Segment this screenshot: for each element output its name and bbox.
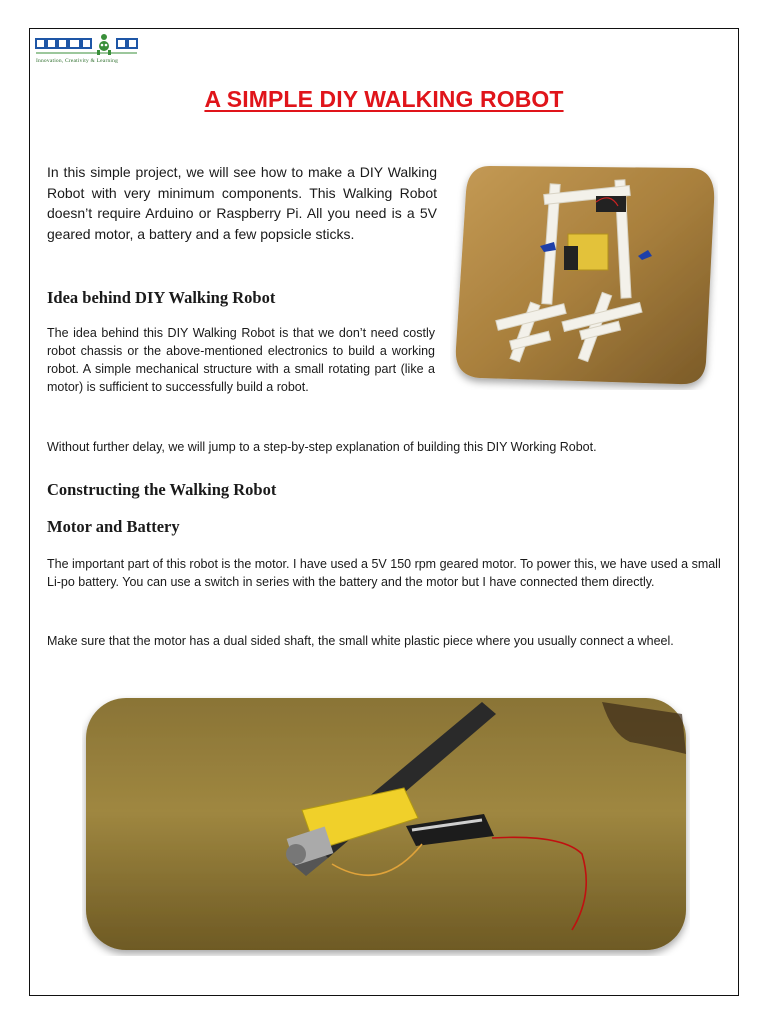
page-title: A SIMPLE DIY WALKING ROBOT: [204, 86, 564, 112]
delay-paragraph: Without further delay, we will jump to a step-by-step explanation of building this DIY Working Robot.: [47, 440, 597, 454]
intro-paragraph: In this simple project, we will see how to make a DIY Walking Robot with very minimum components. This Walking Robot doesn’t require Arduino or Raspberry Pi. All you need is a 5V geared motor, a battery and a few popsicle sticks.: [47, 164, 437, 242]
heading-motor-battery: Motor and Battery: [47, 517, 180, 536]
walking-robot-photo: [450, 162, 718, 390]
heading-idea: Idea behind DIY Walking Robot: [47, 288, 276, 307]
motor-paragraph: The important part of this robot is the motor. I have used a 5V 150 rpm geared motor. To power this, we have used a small Li-po battery. You can use a switch in series with the battery and the motor but I have connected them directly.: [47, 557, 721, 589]
shaft-paragraph: Make sure that the motor has a dual sided shaft, the small white plastic piece where you usually connect a wheel.: [47, 634, 674, 648]
motor-battery-photo: [82, 694, 690, 956]
logo-tagline: Innovation, Creativity & Learning: [36, 58, 119, 64]
heading-constructing: Constructing the Walking Robot: [47, 480, 277, 499]
idea-paragraph: The idea behind this DIY Walking Robot is that we don’t need costly robot chassis or the above-mentioned electronics to build a working robot. A simple mechanical structure with a small rotating part (like a motor) is sufficient to successfully build a robot.: [47, 326, 435, 394]
